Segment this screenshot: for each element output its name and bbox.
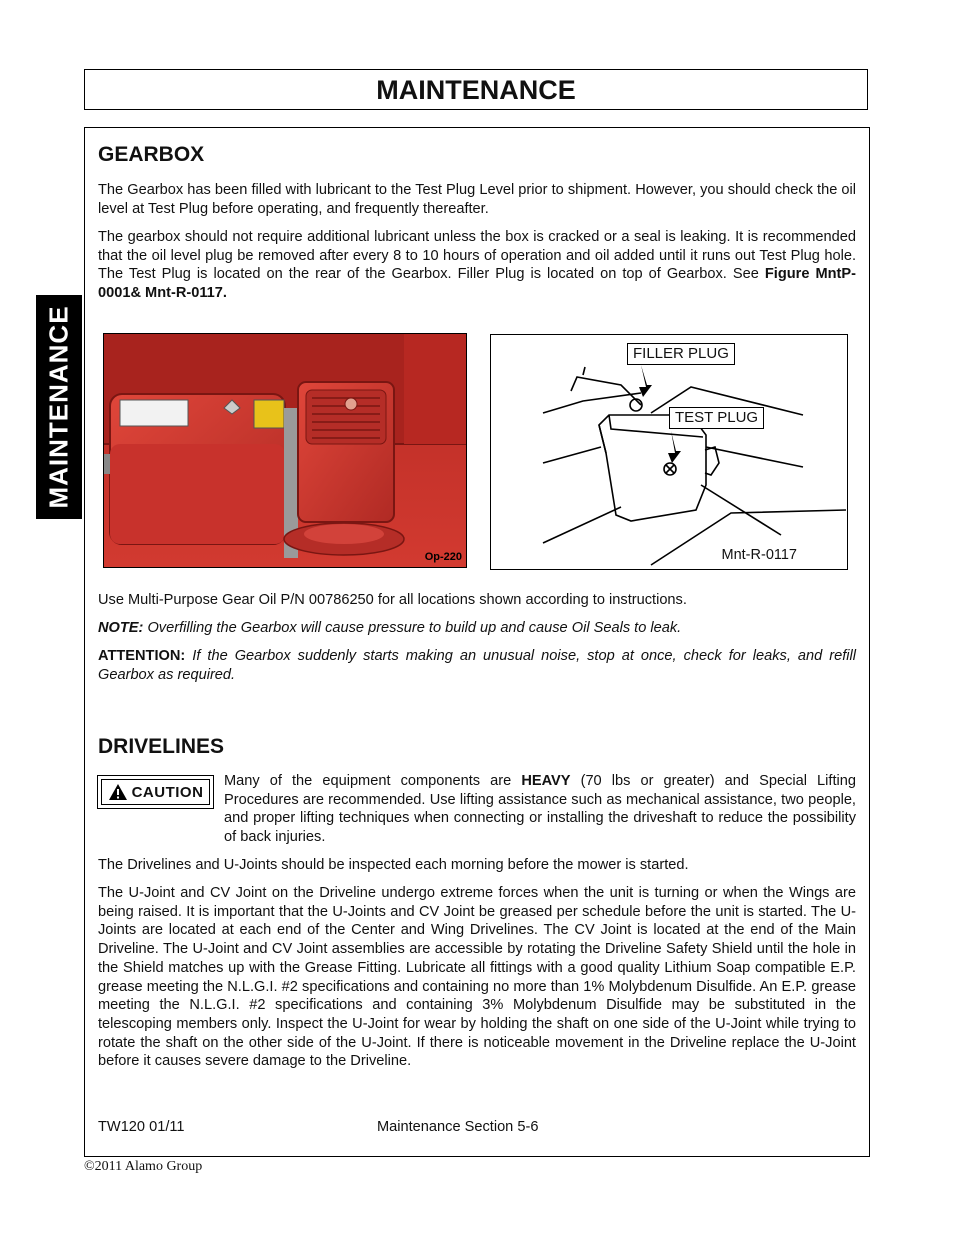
gearbox-paragraph-1: The Gearbox has been filled with lubricant to the Test Plug Level prior to shipment. However, you should check the oil level at Test Plug before operating, and frequently thereafter. [98, 182, 856, 217]
side-tab-label: MAINTENANCE [43, 305, 74, 509]
test-plug-label: TEST PLUG [669, 407, 764, 429]
attention-paragraph [98, 647, 856, 684]
caution-paragraph [224, 772, 856, 847]
section-side-tab [36, 295, 82, 519]
attention-text: If the Gearbox suddenly starts making an unusual noise, stop at once, check for leaks, and refill Gearbox as required. [98, 648, 856, 683]
note-text: Overfilling the Gearbox will cause pressure to build up and cause Oil Seals to leak. [143, 620, 682, 636]
gearbox-paragraph-2 [98, 228, 856, 303]
drivelines-paragraph-1: The Drivelines and U-Joints should be inspected each morning before the mower is started. [98, 857, 689, 873]
caution-badge [97, 775, 214, 809]
caution-text-pre: Many of the equipment components are [224, 773, 522, 789]
figure-reference: Figure MntP-0001& Mnt-R-0117. [98, 266, 856, 302]
gearbox-heading: GEARBOX [98, 143, 205, 166]
gear-oil-instruction: Use Multi-Purpose Gear Oil P/N 00786250 for all locations shown according to instructions. [98, 592, 687, 608]
attention-label: ATTENTION: [98, 648, 186, 664]
note-paragraph [98, 619, 856, 638]
copyright: ©2011 Alamo Group [84, 1159, 203, 1174]
gearbox-photo [103, 333, 467, 568]
diagram-code: Mnt-R-0117 [721, 547, 797, 563]
page-title: MAINTENANCE [376, 75, 576, 105]
filler-plug-label: FILLER PLUG [627, 343, 735, 365]
page-header [84, 69, 868, 110]
caution-heavy-emphasis: HEAVY [521, 773, 571, 789]
drivelines-paragraph-2: The U-Joint and CV Joint on the Driveline undergo extreme forces when the unit is turning or when the Wings are being raised. It is important that the U-Joints and CV Joint be greased per schedule before the unit is started. The U-Joints are located at each end of the Center and Wing Drivelines. The CV Joint is located at the end of the Main Driveline. The U-Joint and CV Joint assemblies are accessible by rotating the Driveline Safety Shield until the hole in the Shield matches up with the Grease Fitting. Lubricate all fittings with a good quality Lithium Soap compatible E.P. grease meeting the N.L.G.I. #2 specifications and containing no more than 1% Molybdenum Disulfide. An E.P. grease meeting the N.L.G.I. #2 specifications and containing 3% Molybdenum Disulfide may be substituted in the telescoping members only. Inspect the U-Joint for wear by holding the shaft on one side of the U-Joint while trying to rotate the shaft on the other side of the U-Joint. If there is noticeable movement in the Driveline replace the U-Joint before it causes severe damage to the Driveline. [98, 885, 856, 1070]
gearbox-photo-illustration [104, 334, 466, 567]
gearbox-line-drawing [491, 335, 846, 568]
caution-text-post: (70 lbs or greater) and Special Lifting Procedures are recommended. Use lifting assistance such as mechanical assistance, two people, and proper lifting techniques when connecting or installing the driveshaft to reduce the possibility of back injuries. [224, 773, 856, 846]
gearbox-plug-diagram [490, 334, 848, 570]
note-label: NOTE: [98, 620, 144, 636]
drivelines-heading: DRIVELINES [98, 735, 225, 758]
footer-model-date: TW120 01/11 [98, 1119, 185, 1135]
caution-label: CAUTION [131, 783, 204, 801]
footer-section: Maintenance Section 5-6 [377, 1119, 539, 1135]
photo-label: Op-220 [424, 551, 462, 563]
gearbox-paragraph-2-text: The gearbox should not require additional lubricant unless the box is cracked or a seal is leaking. It is recommended that the oil level plug be removed after every 8 to 10 hours of operation and oil added until it runs out Test Plug hole. The Test Plug is located on the rear of the Gearbox. Filler Plug is located on top of Gearbox. See [98, 229, 856, 283]
warning-triangle-icon [108, 783, 128, 801]
